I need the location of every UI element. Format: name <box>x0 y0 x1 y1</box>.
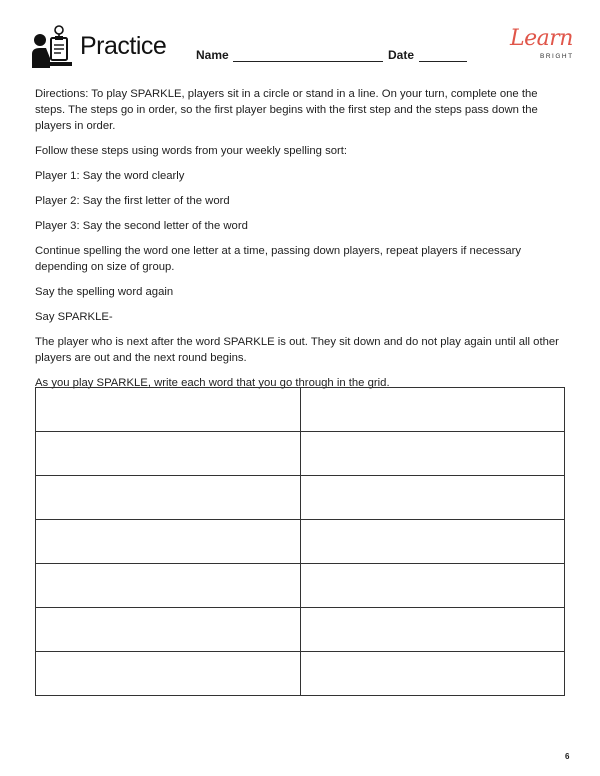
grid-row <box>36 388 565 432</box>
grid-cell[interactable] <box>300 476 565 520</box>
grid-cell[interactable] <box>300 608 565 652</box>
name-label: Name <box>196 48 229 62</box>
paragraph-player-1: Player 1: Say the word clearly <box>35 170 185 182</box>
paragraph-player-3: Player 3: Say the second letter of the word <box>35 220 248 232</box>
paragraph-say-sparkle: Say SPARKLE- <box>35 311 113 323</box>
learn-bright-logo <box>508 26 580 66</box>
grid-row <box>36 520 565 564</box>
grid-row <box>36 652 565 696</box>
page-number: 6 <box>565 752 570 761</box>
date-label: Date <box>388 48 415 62</box>
paragraph-follow-steps: Follow these steps using words from your weekly spelling sort: <box>35 145 348 157</box>
grid-cell[interactable] <box>36 652 301 696</box>
grid-row <box>36 432 565 476</box>
grid-cell[interactable] <box>300 388 565 432</box>
paragraph-player-2: Player 2: Say the first letter of the word <box>35 195 230 207</box>
page-title: Practice <box>80 32 167 60</box>
grid-cell[interactable] <box>300 432 565 476</box>
grid-cell[interactable] <box>36 476 301 520</box>
paragraph-player-out: The player who is next after the word SPARKLE is out. They sit down and do not play again until all other players are out and the next round begins. <box>35 336 559 364</box>
grid-cell[interactable] <box>300 520 565 564</box>
paragraph-write-words: As you play SPARKLE, write each word that you go through in the grid. <box>35 377 390 389</box>
grid-cell[interactable] <box>36 520 301 564</box>
logo-subtitle: BRIGHT <box>540 53 574 60</box>
paragraph-say-again: Say the spelling word again <box>35 286 174 298</box>
grid-cell[interactable] <box>36 608 301 652</box>
directions-text <box>35 86 570 400</box>
paragraph-continue: Continue spelling the word one letter at a time, passing down players, repeat players if necessary depending on size of group. <box>35 245 522 273</box>
worksheet-header <box>28 22 580 74</box>
student-clipboard-icon <box>30 24 76 70</box>
grid-row <box>36 564 565 608</box>
name-field[interactable] <box>233 61 383 62</box>
grid-cell[interactable] <box>36 388 301 432</box>
grid-cell[interactable] <box>300 652 565 696</box>
word-grid <box>35 387 565 696</box>
grid-cell[interactable] <box>36 432 301 476</box>
paragraph-directions: Directions: To play SPARKLE, players sit in a circle or stand in a line. On your turn, complete one the steps. The steps go in order, so the first player begins with the first step and the steps pass down the players in order. <box>35 88 538 132</box>
logo-word: Learn <box>510 26 573 51</box>
grid-cell[interactable] <box>300 564 565 608</box>
date-field[interactable] <box>419 61 467 62</box>
grid-row <box>36 476 565 520</box>
grid-row <box>36 608 565 652</box>
grid-cell[interactable] <box>36 564 301 608</box>
